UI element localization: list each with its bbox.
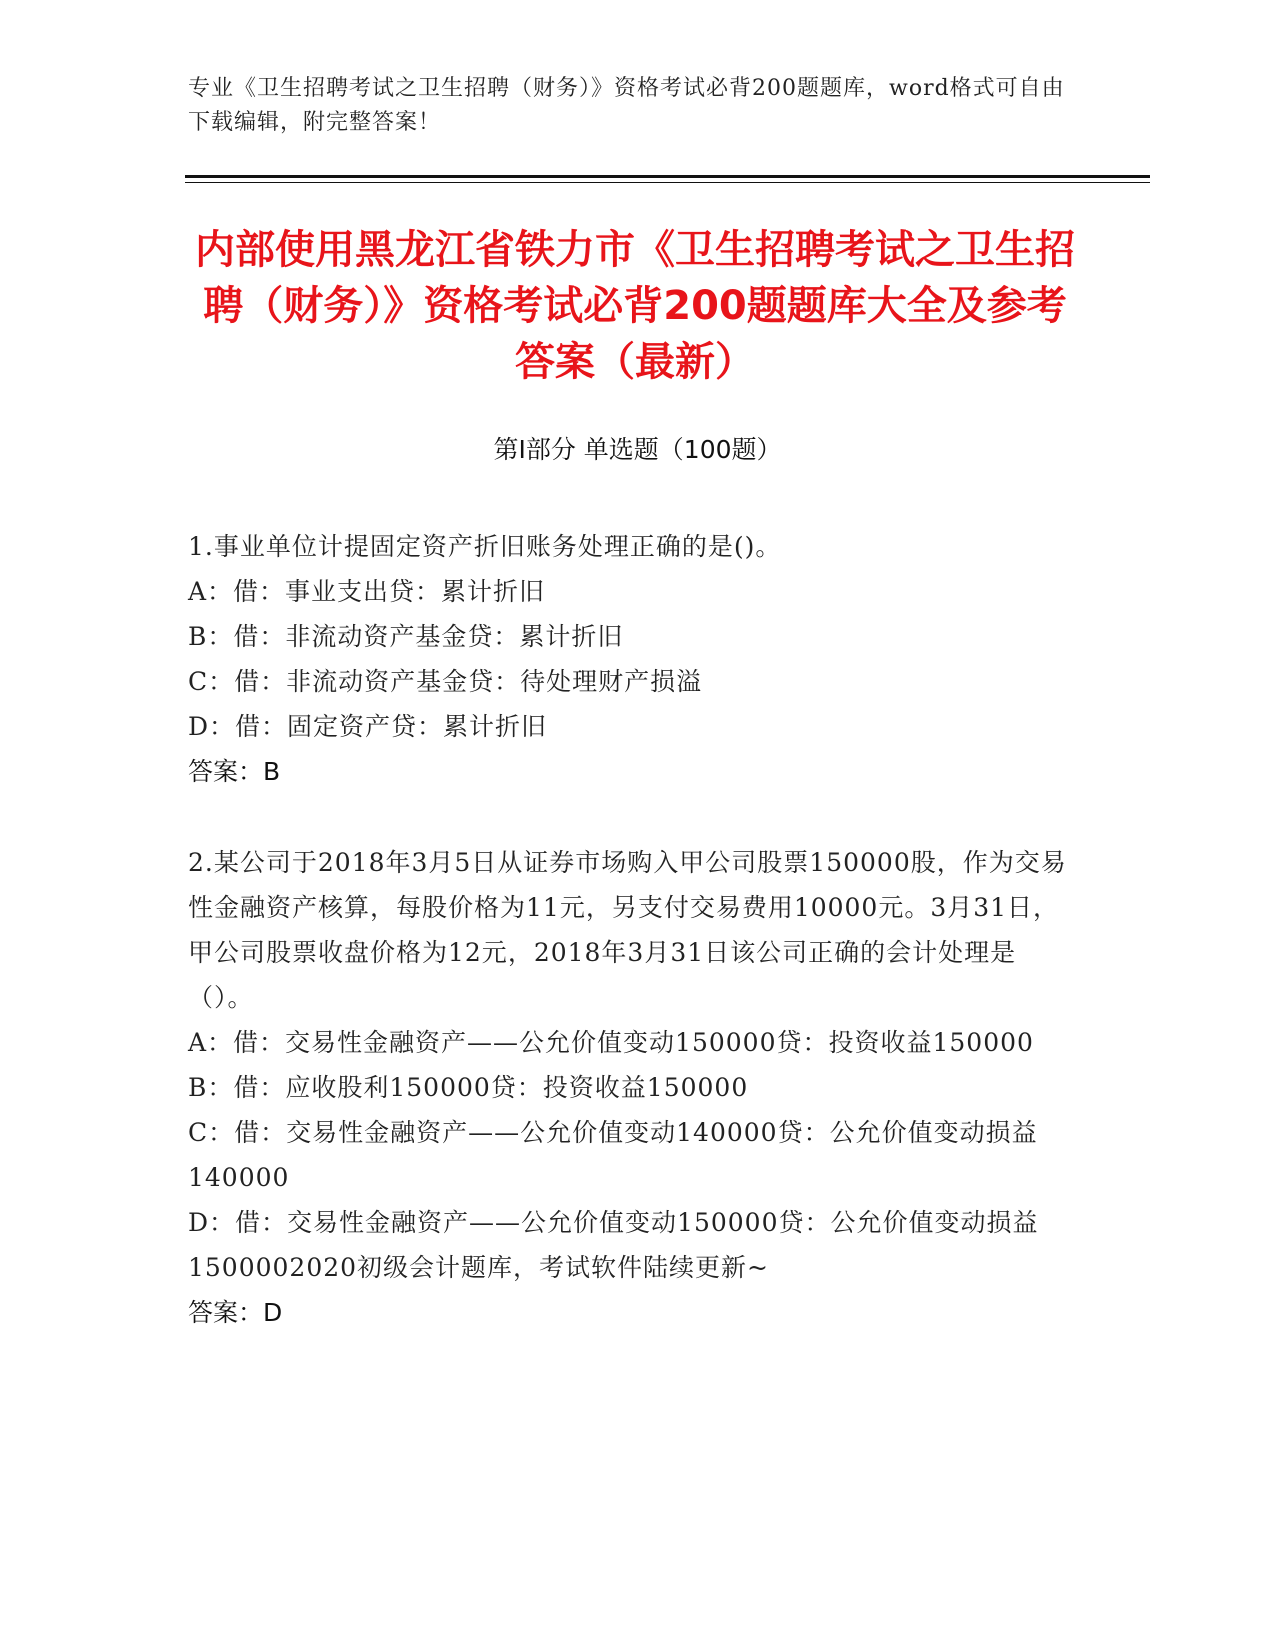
option-d: D：借：交易性金融资产——公允价值变动150000贷：公允价值变动损益1500002020初级会计题库，考试软件陆续更新~ (188, 1208, 1039, 1282)
option-b: B：借：应收股利150000贷：投资收益150000 (188, 1073, 749, 1102)
document-title: 内部使用黑龙江省铁力市《卫生招聘考试之卫生招聘（财务）》资格考试必背200题题库大全及参考答案（最新） (195, 227, 1075, 385)
header-divider-thick (185, 175, 1150, 178)
answer-text: 答案：B (188, 757, 281, 786)
option-c: C：借：非流动资产基金贷：待处理财产损溢 (188, 667, 703, 696)
option-a: A：借：交易性金融资产——公允价值变动150000贷：投资收益150000 (188, 1028, 1034, 1057)
question-2 (188, 840, 1068, 1335)
header-divider-thin (185, 182, 1150, 183)
answer-text: 答案：D (188, 1298, 283, 1327)
option-c: C：借：交易性金融资产——公允价值变动140000贷：公允价值变动损益140000 (188, 1118, 1038, 1192)
option-d: D：借：固定资产贷：累计折旧 (188, 712, 548, 741)
question-1 (188, 524, 1068, 794)
question-stem: 2.某公司于2018年3月5日从证券市场购入甲公司股票150000股，作为交易性金融资产核算，每股价格为11元，另支付交易费用10000元。3月31日，甲公司股票收盘价格为12元，2018年3月31日该公司正确的会计处理是（）。 (188, 848, 1067, 1012)
option-b: B：借：非流动资产基金贷：累计折旧 (188, 622, 624, 651)
question-stem: 1.事业单位计提固定资产折旧账务处理正确的是()。 (188, 532, 782, 561)
section-heading: 第Ⅰ部分 单选题（100题） (493, 435, 782, 464)
option-a: A：借：事业支出贷：累计折旧 (188, 577, 546, 606)
header-note: 专业《卫生招聘考试之卫生招聘（财务）》资格考试必背200题题库，word格式可自由下载编辑，附完整答案！ (188, 76, 1065, 135)
